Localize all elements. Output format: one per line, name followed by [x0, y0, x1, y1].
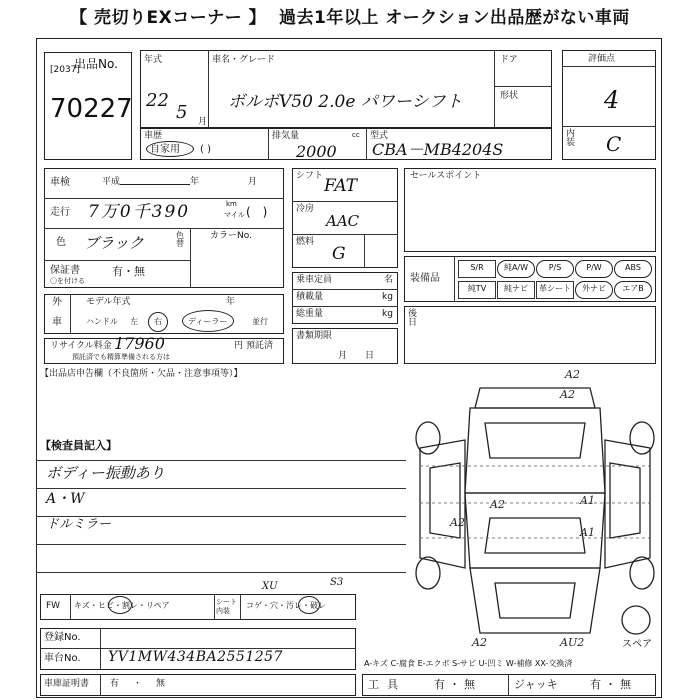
cert-options: 有・無 [110, 679, 180, 689]
inspector-note-3: ドルミラー [46, 517, 112, 532]
name-value: ボルボV50 2.0e パワーシフト [228, 92, 463, 112]
gross-label: 総重量 [296, 309, 324, 319]
reg-label: 登録No. [44, 632, 81, 643]
mark-a1-a: A1 [580, 494, 595, 507]
color-sub: 色替 [176, 231, 184, 248]
dealer-label: ディーラー [188, 317, 228, 326]
displacement-unit: cc [352, 131, 360, 139]
inspection-strike [120, 184, 190, 185]
model-value: CBA－MB4204S [372, 140, 504, 159]
usage-circle [146, 141, 194, 157]
banner-left: 【 売切りEXコーナー 】 [70, 8, 267, 28]
inspection-era: 平成 [102, 177, 121, 187]
mileage-unit-km: km [226, 200, 237, 208]
mark-a2-left: A2 [450, 516, 465, 529]
model-year-unit: 年 [226, 297, 236, 307]
ac-label: 冷房 [296, 204, 315, 214]
car-damage-diagram [410, 368, 660, 658]
fw-circle [108, 596, 132, 614]
inspection-month: 月 [248, 177, 258, 187]
model-year-label: モデル年式 [86, 297, 131, 307]
mileage-paren: ( ) [246, 205, 268, 219]
recycle-value: 17960 [114, 334, 165, 353]
year-value: 22 [146, 90, 169, 111]
interior-value: C [606, 132, 622, 156]
equipment-item: 外ナビ [575, 281, 613, 299]
year-label: 年式 [144, 55, 163, 65]
riders-unit: 名 [384, 275, 394, 285]
mileage-value: 7万0千390 [88, 202, 191, 222]
damage-legend: A-キズ C-腐食 E-エクボ S-サビ U-凹ミ W-補修 XX-交換済 [364, 659, 573, 668]
month-value: 5 [176, 102, 188, 123]
tools-label: 工具 [368, 678, 406, 691]
inspector-label: 【検査員記入】 [40, 439, 117, 452]
shift-value: FAT [324, 176, 358, 196]
warranty-options: 有・無 [112, 265, 145, 278]
inspector-note-1: ボディー振動あり [46, 464, 165, 482]
displacement-label: 排気量 [272, 131, 300, 141]
equipment-item: S/R [458, 260, 496, 278]
sales-point-label: セールスポイント [410, 171, 482, 181]
mark-a2-top: A2 [565, 368, 580, 381]
shape-label: 形状 [500, 91, 519, 101]
fuel-value: G [332, 244, 346, 264]
fw-mark-b: S3 [330, 577, 344, 588]
lot-label: 出品No. [74, 57, 118, 71]
warranty-note: 〇を付ける [50, 277, 85, 285]
shift-label: シフト [296, 171, 324, 181]
banner-right: 過去1年以上 オークション出品歴がない車両 [279, 8, 630, 28]
equipment-item: エアB [614, 281, 652, 299]
ac-value: AAC [326, 212, 360, 230]
equipment-item: ABS [614, 260, 652, 278]
equipment-item: 純A/W [497, 260, 535, 278]
handle-right-circle [148, 312, 168, 332]
jack-label: ジャッキ [514, 678, 558, 691]
doc-unit: 月日 [338, 351, 393, 361]
inspection-label: 車検 [50, 177, 70, 188]
month-unit: 月 [198, 117, 208, 127]
fw-mark-a: XU [262, 581, 278, 592]
colorno-label: カラーNo. [210, 231, 252, 241]
recycle-note: 預託済でも精算準備される方は [72, 353, 170, 361]
mark-a2-bottom-left: A2 [472, 636, 487, 649]
gross-unit: kg [382, 309, 393, 319]
seat-label: シート内装 [216, 598, 237, 615]
interior-label: 内装 [566, 129, 576, 148]
door-label: ドア [500, 55, 518, 65]
usage-label: 車歴 [144, 131, 163, 141]
lot-number: 70227 [50, 94, 133, 124]
header-banner [0, 0, 700, 38]
mark-a2-right-top: A2 [560, 388, 575, 401]
usage-paren: ( ) [200, 144, 211, 155]
seat-text: コゲ・穴・汚レ・破レ [246, 601, 326, 610]
usage-value: 自家用 [150, 144, 180, 155]
equipment-item: 革シート [536, 281, 574, 299]
handle-right: 右 [154, 317, 162, 326]
displacement-value: 2000 [296, 142, 337, 161]
seat-circle [298, 596, 320, 614]
jack-options: 有・無 [590, 678, 635, 691]
handle-label: ハンドル [86, 317, 118, 326]
model-label: 型式 [370, 131, 389, 141]
color-value: ブラック [84, 234, 144, 252]
equipment-item: P/W [575, 260, 613, 278]
doc-label: 書類期限 [296, 331, 333, 341]
exhibitor-label: 【出品店申告欄（不良箇所・欠品・注意事項等）】 [40, 369, 243, 379]
name-label: 車名・グレード [212, 55, 276, 65]
recycle-unit: 円 [234, 341, 244, 351]
equipment-item: 純ナビ [497, 281, 535, 299]
load-unit: kg [382, 292, 393, 302]
dealer-circle [182, 310, 234, 332]
recycle-status: 預託済 [246, 341, 274, 351]
fw-label: FW [46, 601, 61, 611]
inspection-year: 年 [190, 177, 200, 187]
parallel-label: 並行 [252, 317, 268, 326]
mileage-label: 走行 [50, 207, 70, 218]
grade-value: 4 [604, 86, 620, 114]
grade-label: 評価点 [588, 54, 616, 64]
handle-left: 左 [130, 317, 138, 326]
fw-text: キズ・ヒビ・割レ・リペア [74, 601, 170, 610]
color-label: 色 [56, 237, 66, 248]
inspector-note-2: A・W [46, 491, 85, 507]
chassis-value: YV1MW434BA2551257 [108, 649, 283, 665]
mark-a1-b: A1 [580, 526, 595, 539]
chassis-label: 車台No. [44, 653, 81, 664]
equipment-item: 純TV [458, 281, 496, 299]
foreign-label-b: 車 [52, 317, 62, 328]
equipment-item: P/S [536, 260, 574, 278]
recycle-label: リサイクル料金 [50, 341, 112, 351]
warranty-label: 保証書 [50, 265, 80, 276]
riders-label: 乗車定員 [296, 275, 333, 285]
mark-a2-mid: A2 [490, 498, 505, 511]
fuel-label: 燃料 [296, 237, 315, 247]
rear-box [404, 306, 656, 364]
rear-label: 後日 [408, 309, 418, 328]
spare-label: スペア [622, 639, 652, 650]
mark-au2-bottom: AU2 [560, 636, 585, 649]
lot-sub-code: [2037] [50, 65, 80, 75]
load-label: 積載量 [296, 292, 324, 302]
tools-options: 有・無 [434, 678, 479, 691]
cert-label: 車庫証明書 [44, 679, 90, 689]
equipment-label: 装備品 [410, 273, 440, 284]
mileage-unit-mile: マイル [224, 211, 245, 219]
foreign-label-a: 外 [52, 297, 62, 308]
